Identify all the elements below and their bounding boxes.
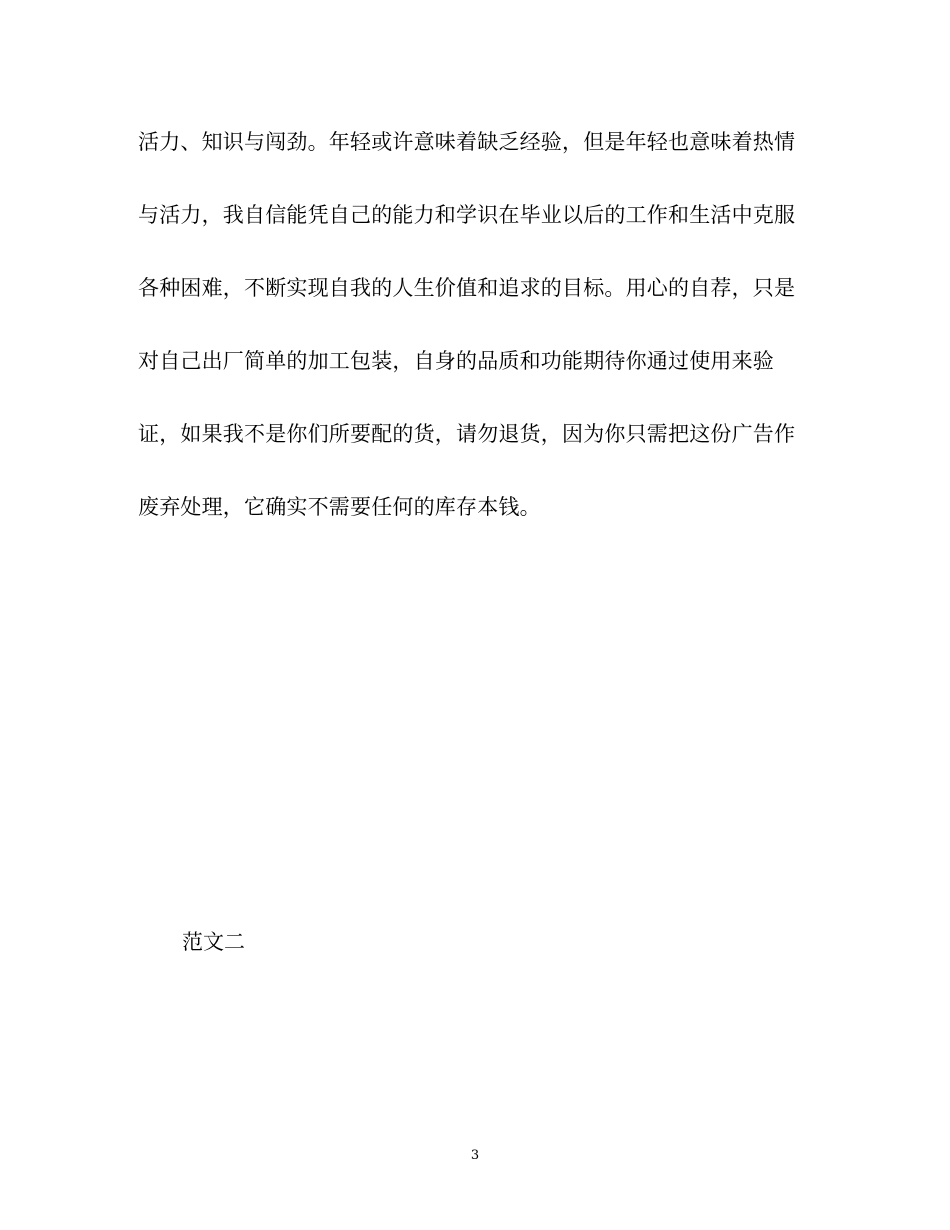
- body-paragraph: [138, 122, 828, 560]
- paragraph-line-1: 活力、知识与闯劲。年轻或许意味着缺乏经验，但是年轻也意味着热情: [138, 130, 796, 154]
- paragraph-line-2: 与活力，我自信能凭自己的能力和学识在毕业以后的工作和生活中克服: [138, 203, 796, 227]
- section-heading: 范文二: [182, 930, 245, 954]
- page-number: 3: [470, 1148, 480, 1163]
- paragraph-line-6: 废弃处理，它确实不需要任何的库存本钱。: [138, 495, 541, 519]
- paragraph-line-5: 证，如果我不是你们所要配的货，请勿退货，因为你只需把这份广告作: [138, 422, 796, 446]
- paragraph-line-3: 各种困难，不断实现自我的人生价值和追求的目标。用心的自荐，只是: [138, 276, 796, 300]
- paragraph-line-4: 对自己出厂简单的加工包装，自身的品质和功能期待你通过使用来验: [138, 349, 774, 373]
